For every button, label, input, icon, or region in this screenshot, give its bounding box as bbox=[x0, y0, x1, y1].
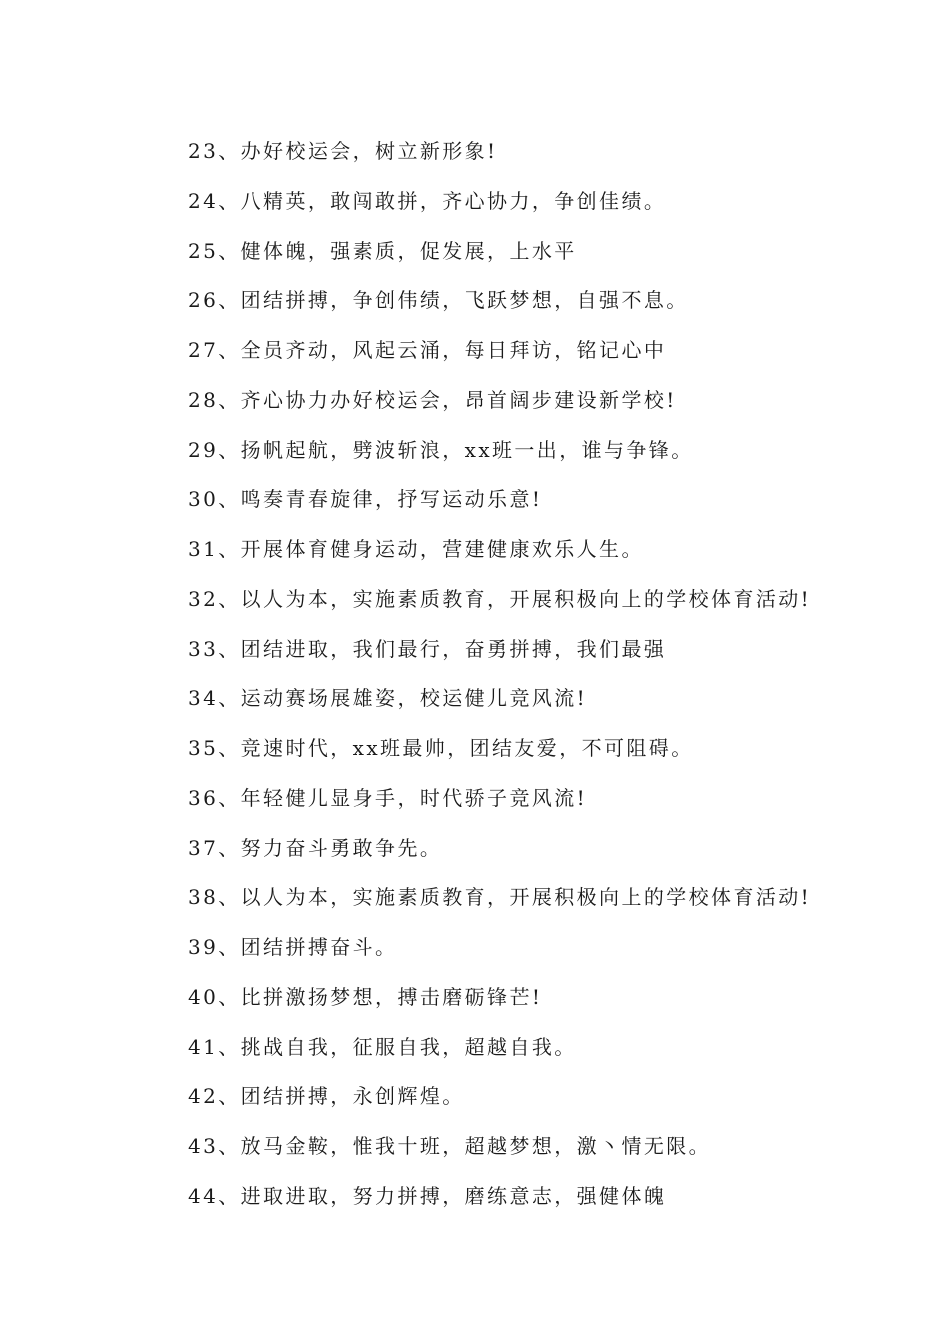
list-item: 41、挑战自我，征服自我，超越自我。 bbox=[188, 1034, 577, 1059]
list-item: 24、八精英，敢闯敢拼，齐心协力，争创佳绩。 bbox=[188, 188, 667, 213]
list-item: 40、比拼激扬梦想，搏击磨砺锋芒! bbox=[188, 984, 543, 1009]
list-item: 38、以人为本，实施素质教育，开展积极向上的学校体育活动! bbox=[188, 885, 812, 910]
slogan-list bbox=[188, 134, 888, 1229]
list-item: 36、年轻健儿显身手，时代骄子竞风流! bbox=[188, 785, 588, 810]
list-item: 35、竞速时代，xx班最帅，团结友爱，不可阻碍。 bbox=[188, 736, 694, 760]
list-item: 25、健体魄，强素质，促发展，上水平 bbox=[188, 238, 577, 263]
list-item: 29、扬帆起航，劈波斩浪，xx班一出，谁与争锋。 bbox=[188, 437, 694, 462]
list-item: 43、放马金鞍，惟我十班，超越梦想，激丶情无限。 bbox=[188, 1134, 712, 1158]
list-item: 37、努力奋斗勇敢争先。 bbox=[188, 835, 443, 860]
list-item: 28、齐心协力办好校运会，昂首阔步建设新学校! bbox=[188, 387, 677, 412]
list-item: 26、团结拼搏，争创伟绩，飞跃梦想，自强不息。 bbox=[188, 288, 689, 313]
list-item: 23、办好校运会，树立新形象! bbox=[188, 139, 498, 163]
list-item: 42、团结拼搏，永创辉煌。 bbox=[188, 1084, 465, 1109]
list-item: 34、运动赛场展雄姿，校运健儿竞风流! bbox=[188, 686, 588, 711]
list-item: 27、全员齐动，风起云涌，每日拜访，铭记心中 bbox=[188, 338, 667, 362]
list-item: 33、团结进取，我们最行，奋勇拼搏，我们最强 bbox=[188, 636, 667, 661]
list-item: 30、鸣奏青春旋律，抒写运动乐意! bbox=[188, 487, 543, 512]
list-item: 39、团结拼搏奋斗。 bbox=[188, 935, 398, 959]
list-item: 44、进取进取，努力拼搏，磨练意志，强健体魄 bbox=[188, 1183, 667, 1208]
list-item: 32、以人为本，实施素质教育，开展积极向上的学校体育活动! bbox=[188, 586, 812, 611]
list-item: 31、开展体育健身运动，营建健康欢乐人生。 bbox=[188, 537, 644, 561]
